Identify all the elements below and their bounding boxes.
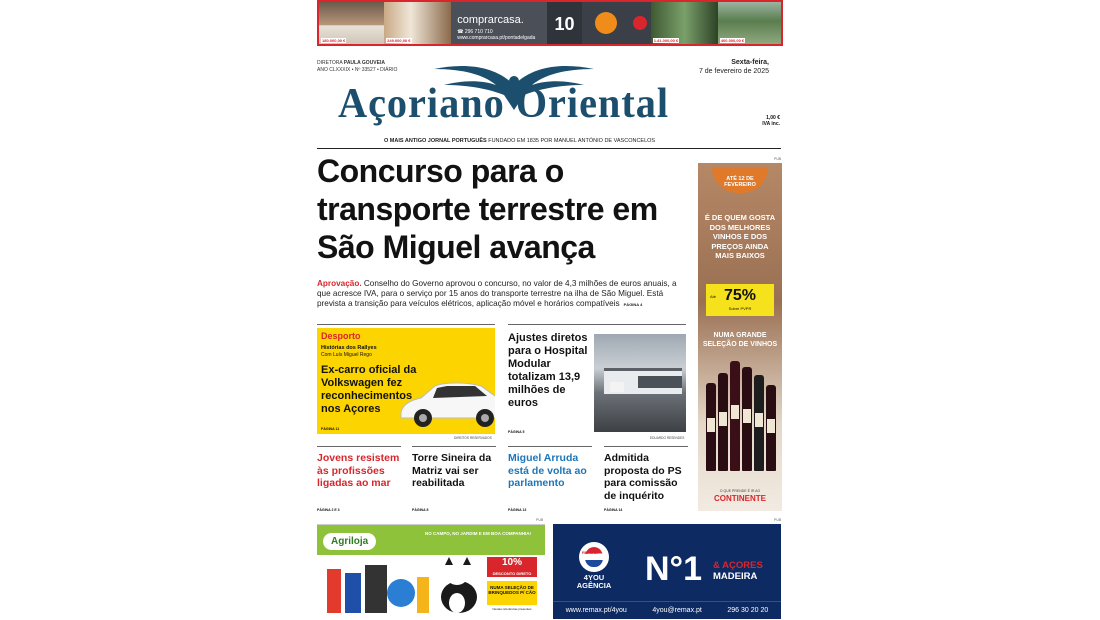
pub-label: PUB	[536, 518, 544, 522]
ranking-number: N°1	[645, 550, 703, 588]
page-ref: PÁGINA 13	[508, 508, 527, 512]
dog-toys-photo	[325, 559, 431, 617]
brief-headline[interactable]: Miguel Arruda está de volta ao parlamento	[508, 452, 587, 489]
star-badge-icon	[582, 2, 630, 44]
page-ref: PÁGINA 8	[412, 508, 429, 512]
remax-phone[interactable]: 296 30 20 20	[727, 607, 769, 614]
property-price: 400.000,00 €	[720, 38, 745, 43]
ad-selection: NUMA SELEÇÃO DE BRINQUEDOS P/ CÃO	[487, 581, 537, 605]
region-azores: & AÇORES	[713, 560, 763, 571]
page-ref: PÁGINA 11	[321, 427, 340, 431]
agriloja-ad[interactable]	[317, 524, 545, 619]
discount-note: DESCONTO DIRETO	[492, 571, 532, 576]
page-ref: PÁGINA 4	[623, 302, 643, 307]
contact-bar	[553, 601, 781, 619]
weekday: Sexta-feira,	[731, 59, 769, 66]
pub-label: PUB	[774, 518, 782, 522]
ad-footer-text: O QUE PRENDE É IR AO	[719, 489, 761, 493]
ad-date-tab: ATÉ 12 DE FEVEREIRO	[712, 167, 768, 193]
discount-badge	[487, 557, 537, 577]
remax-email[interactable]: 4you@remax.pt	[652, 607, 702, 614]
hospital-headline[interactable]: Ajustes diretos para o Hospital Modular totalizam 13,9 milhões de euros	[508, 332, 588, 409]
tagline-bold: O MAIS ANTIGO JORNAL PORTUGUÊS	[384, 138, 487, 144]
wine-bottle	[766, 385, 776, 471]
photo-credit: EDUARDO RESENDES	[650, 436, 685, 440]
regions	[713, 560, 763, 582]
red-circle-icon	[630, 2, 651, 44]
top-banner-ad[interactable]	[317, 0, 783, 46]
section-label: Desporto	[321, 331, 361, 341]
remax-wordmark: RE/MAX	[582, 550, 598, 555]
dog-photo	[435, 555, 481, 617]
remax-balloon-icon	[579, 542, 609, 572]
ad-slogan: É DE QUEM GOSTA DOS MELHORES VINHOS E DOS PREÇOS AINDA MAIS BAIXOS	[704, 213, 776, 260]
region-madeira: MADEIRA	[713, 571, 758, 582]
wine-bottle	[754, 375, 764, 471]
column-title: Histórias dos Rallyes	[321, 345, 377, 351]
comprarcasa-brand	[451, 2, 547, 44]
brand-web: www.comprarcasa.pt/pontadelgada	[457, 35, 536, 41]
wine-bottle	[706, 383, 716, 471]
ad-selection: NUMA GRANDE SELEÇÃO DE VINHOS	[702, 332, 778, 348]
lead-text: Conselho do Governo aprovou o concurso, no valor de 4,3 milhões de euros anuais, a que acresce IVA, para o serviço por 15 anos do transporte terrestre na ilha de São Miguel. Está prevista a transição para veículos elétricos, aplicação móvel e horários compatíveis	[317, 279, 677, 308]
divider	[317, 446, 401, 447]
pub-label: PUB	[774, 157, 782, 161]
wine-bottle	[718, 373, 728, 471]
tagline-rest: FUNDADO EM 1835 POR MANUEL ANTÓNIO DE VASCONCELOS	[486, 138, 656, 144]
remax-website[interactable]: www.remax.pt/4you	[565, 607, 627, 614]
discount-note: Sobre PVPR	[728, 306, 752, 311]
sports-story[interactable]	[317, 328, 495, 434]
lead-summary	[317, 279, 687, 310]
masthead-info	[317, 60, 397, 74]
brief-headline[interactable]: Torre Sineira da Matriz vai ser reabilitada	[412, 452, 492, 489]
discount-badge	[706, 284, 774, 316]
page-ref: PÁGINA 2 E 3	[317, 508, 340, 512]
column-author: Com Luís Miguel Rego	[321, 352, 372, 358]
brand-phone: ☎ 296 710 710	[457, 29, 493, 35]
hospital-photo	[594, 334, 686, 432]
edition-date	[699, 58, 769, 76]
brief-headline[interactable]: Admitida proposta do PS para comissão de inquérito	[604, 452, 682, 502]
wine-bottle	[730, 361, 740, 471]
brief-headline[interactable]: Jovens resistem às profissões ligadas ao mar	[317, 452, 400, 489]
property-photo	[718, 2, 781, 44]
issue-number: ANO CLXXXIX • Nº 33527 • DIÁRIO	[317, 67, 398, 73]
continente-wine-ad[interactable]	[698, 163, 782, 511]
continente-logo: CONTINENTE	[714, 494, 766, 503]
price-note: IVA inc.	[762, 121, 780, 127]
lead-kicker: Aprovação.	[317, 279, 362, 288]
divider	[317, 148, 781, 149]
date: 7 de fevereiro de 2025	[698, 68, 769, 75]
discount-percent: 75%	[723, 287, 757, 304]
lead-headline[interactable]: Concurso para o transporte terrestre em São Miguel avança	[317, 153, 658, 265]
divider	[412, 446, 496, 447]
property-photo	[319, 2, 384, 44]
anniversary-badge: 10	[547, 2, 581, 44]
ad-fine-print: Nestas referências presentes	[492, 607, 532, 611]
brand-name: comprarcasa.	[457, 14, 524, 26]
property-photo	[384, 2, 451, 44]
discount-percent: 10%	[501, 557, 522, 568]
wine-bottle	[742, 367, 752, 471]
director-name: PAULA GOUVEIA	[343, 60, 385, 66]
property-photo	[651, 2, 718, 44]
ad-slogan: NO CAMPO, NO JARDIM E EM BOA COMPANHIA!	[424, 531, 531, 536]
property-price: 1.41.000,00 €	[653, 38, 679, 43]
property-price: 249.000,00 €	[387, 38, 411, 43]
newspaper-front-page	[314, 0, 784, 620]
divider	[317, 324, 495, 325]
car-photo	[395, 374, 495, 432]
price-value: 1,00 €	[766, 115, 780, 121]
property-price: 180.000,00 €	[322, 38, 346, 43]
director-label: DIRETORA	[317, 60, 343, 66]
divider	[508, 324, 686, 325]
sports-headline[interactable]: Ex-carro oficial da Volkswagen fez reconhecimentos nos Açores	[321, 364, 417, 415]
remax-ad[interactable]	[553, 524, 781, 619]
page-ref: PÁGINA 5	[508, 430, 525, 434]
agriloja-logo: Agriloja	[323, 533, 376, 550]
divider	[604, 446, 688, 447]
cover-price	[762, 115, 780, 127]
divider	[508, 446, 592, 447]
photo-credit: DIREITOS RESERVADOS	[454, 436, 492, 440]
discount-prefix: Até	[710, 294, 717, 299]
tagline	[384, 138, 655, 144]
page-ref: PÁGINA 14	[604, 508, 623, 512]
newspaper-logo[interactable]: Açoriano Oriental	[338, 81, 669, 127]
agency-name: 4YOU AGÊNCIA	[576, 573, 612, 590]
